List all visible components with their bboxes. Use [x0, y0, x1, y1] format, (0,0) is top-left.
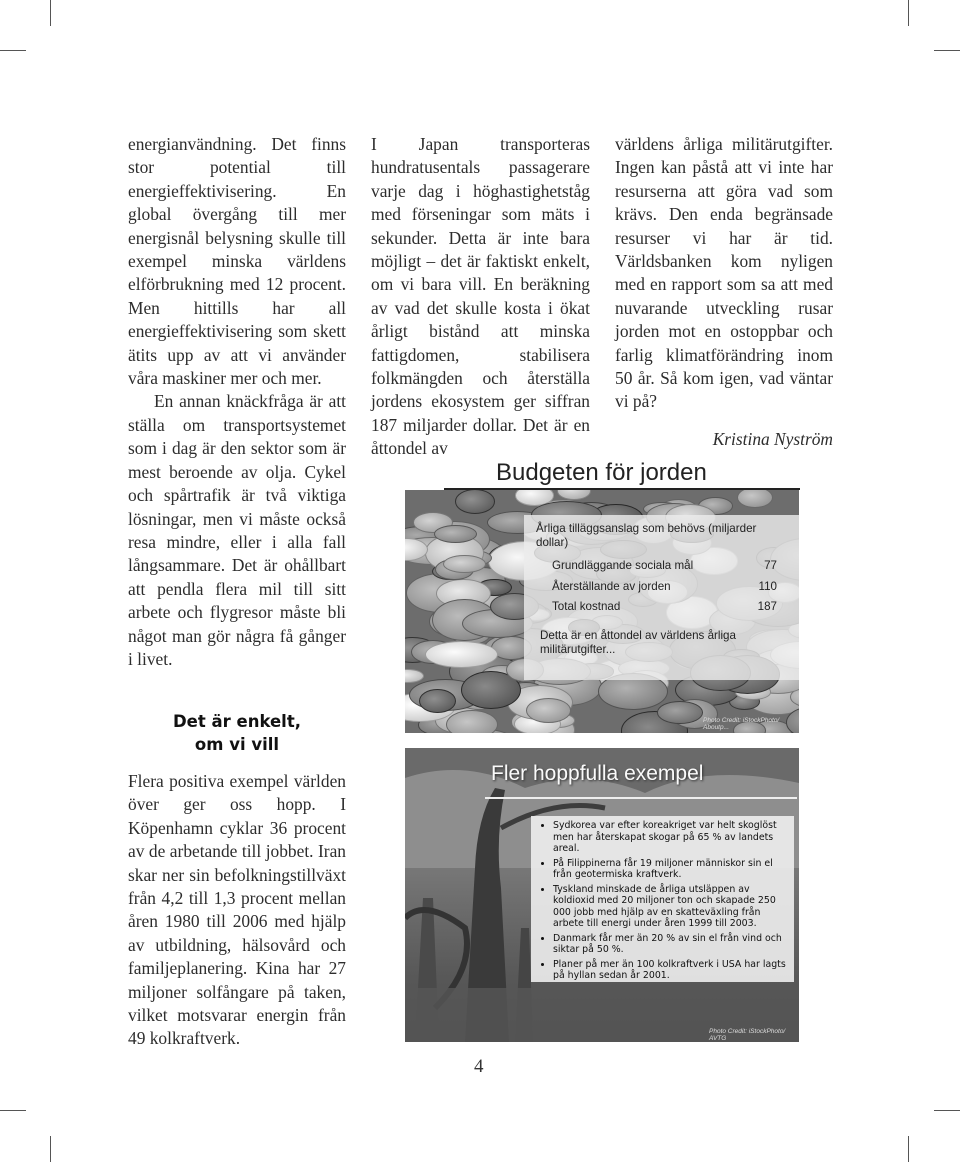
- author-signature: Kristina Nyström: [712, 428, 833, 449]
- section-heading-line: Det är enkelt,: [172, 712, 301, 731]
- table-row: [552, 580, 777, 594]
- forest-photo-figure: [405, 748, 799, 1042]
- list-item: • Tyskland minskade de årliga utsläppen av koldioxid med 20 miljoner ton och skapade 250 000 jobb med hjälp av en skatteväxling från arbete till energi under åren 1999 till 2003.: [553, 884, 788, 930]
- row-value: 110: [758, 580, 777, 593]
- column-right: [615, 133, 833, 451]
- photo-credit: Photo Credit: iStockPhoto/ Aboutp...: [703, 717, 780, 731]
- list-item: • Sydkorea var efter koreakriget var helt skoglöst men har återskapat skogar på 65 % av landets areal.: [553, 820, 788, 855]
- column-left-top: [128, 133, 346, 671]
- coin-shape: [455, 490, 495, 514]
- row-value: 77: [764, 559, 777, 572]
- crop-mark: [0, 1110, 26, 1111]
- examples-panel: [531, 816, 794, 982]
- crop-mark: [908, 0, 909, 26]
- row-label: Total kostnad: [552, 600, 621, 613]
- section-heading: [128, 710, 346, 756]
- crop-mark: [50, 0, 51, 26]
- coin-shape: [557, 490, 592, 500]
- coin-shape: [419, 689, 455, 713]
- row-value: 187: [757, 600, 777, 613]
- figure-title: Fler hoppfulla exempel: [491, 762, 704, 785]
- coin-shape: [737, 490, 773, 508]
- photo-credit: Photo Credit: iStockPhoto/ AVTG: [709, 1028, 786, 1042]
- page-number: 4: [474, 1056, 484, 1077]
- body-paragraph: energianvändning. Det finns stor potential till energieffektivisering. En global övergång till mer energisnål belysning skulle till exempel minska världens elförbrukning med 12 procent. Men hittills har all energieffektivisering som skett ätits upp av att vi använder våra maskiner mer och mer.: [128, 134, 346, 389]
- body-paragraph: En annan knäckfråga är att ställa om transportsystemet som i dag är den sektor som är mest beroende av olja. Cykel och spårtrafik är två viktiga lösningar, men vi måste också resa mindre, eller i alla fall långsammare. Det är ohållbart att pendla flera mil till sitt arbete och flygresor måste bli något man gör några få gånger i livet.: [128, 391, 346, 669]
- list-item: • Planer på mer än 100 kolkraftverk i USA har lagts på hyllan sedan år 2001.: [553, 959, 788, 982]
- row-label: Återställande av jorden: [552, 580, 671, 593]
- table-row: [552, 559, 777, 573]
- crop-mark: [934, 50, 960, 51]
- crop-mark: [50, 1136, 51, 1162]
- list-item: • Danmark får mer än 20 % av sin el från vind och siktar på 50 %.: [553, 933, 788, 956]
- budget-table-panel: [524, 515, 799, 680]
- body-paragraph: I Japan transporteras hundratusentals passagerare varje dag i höghastighetståg med förseningar som mäts i sekunder. Detta är inte bara möjligt – det är faktiskt enkelt, om vi bara vill. En beräkning av vad det skulle kosta i ökat årligt bistånd att minska fattigdomen, stabilisera folkmängden och återställa jordens ekosystem ger siffran 187 miljarder dollar. Det är en åttondel av: [371, 134, 590, 459]
- coin-shape: [526, 698, 571, 723]
- row-label: Grundläggande sociala mål: [552, 559, 694, 572]
- examples-list: [531, 816, 794, 982]
- table-note: Detta är en åttondel av världens årliga militärutgifter...: [540, 629, 736, 656]
- coin-shape: [657, 701, 703, 724]
- table-heading: Årliga tilläggsanslag som behövs (miljarder dollar): [536, 522, 757, 549]
- column-left-bottom: [128, 770, 346, 1051]
- column-middle: [371, 133, 590, 461]
- coin-shape: [434, 525, 477, 543]
- coin-shape: [405, 669, 424, 684]
- table-row: [552, 600, 777, 614]
- coin-shape: [425, 641, 498, 668]
- body-paragraph: Flera positiva exempel världen över ger oss hopp. I Köpenhamn cyklar 36 procent av de arbetande till jobbet. Iran skar ner sin befolkningstillväxt från 4,2 till 1,3 procent mellan åren 1980 till 2006 med hjälp av utbildning, hälsovård och familjeplanering. Kina har 27 miljoner solfångare på taken, vilket motsvarar energin från 49 kolkraftverk.: [128, 771, 346, 1049]
- list-item: • På Filippinerna får 19 miljoner människor sin el från geotermiska kraftverk.: [553, 858, 788, 881]
- section-heading-line: om vi vill: [194, 735, 280, 754]
- crop-mark: [934, 1110, 960, 1111]
- figure-title: Budgeten för jorden: [496, 459, 707, 486]
- crop-mark: [908, 1136, 909, 1162]
- body-paragraph: världens årliga militärutgifter. Ingen kan påstå att vi inte har resurserna att göra vad som krävs. Den enda begränsade resurser vi har är tid. Världsbanken kom nyligen med en rapport som sa att med nuvarande utveckling rusar jorden mot en ostoppbar och farlig klimatförändring inom 50 år. Så kom igen, vad väntar vi på?: [615, 134, 833, 412]
- figure-title-rule: [485, 797, 797, 799]
- coins-photo-figure: [405, 490, 799, 733]
- crop-mark: [0, 50, 26, 51]
- coin-shape: [446, 710, 498, 733]
